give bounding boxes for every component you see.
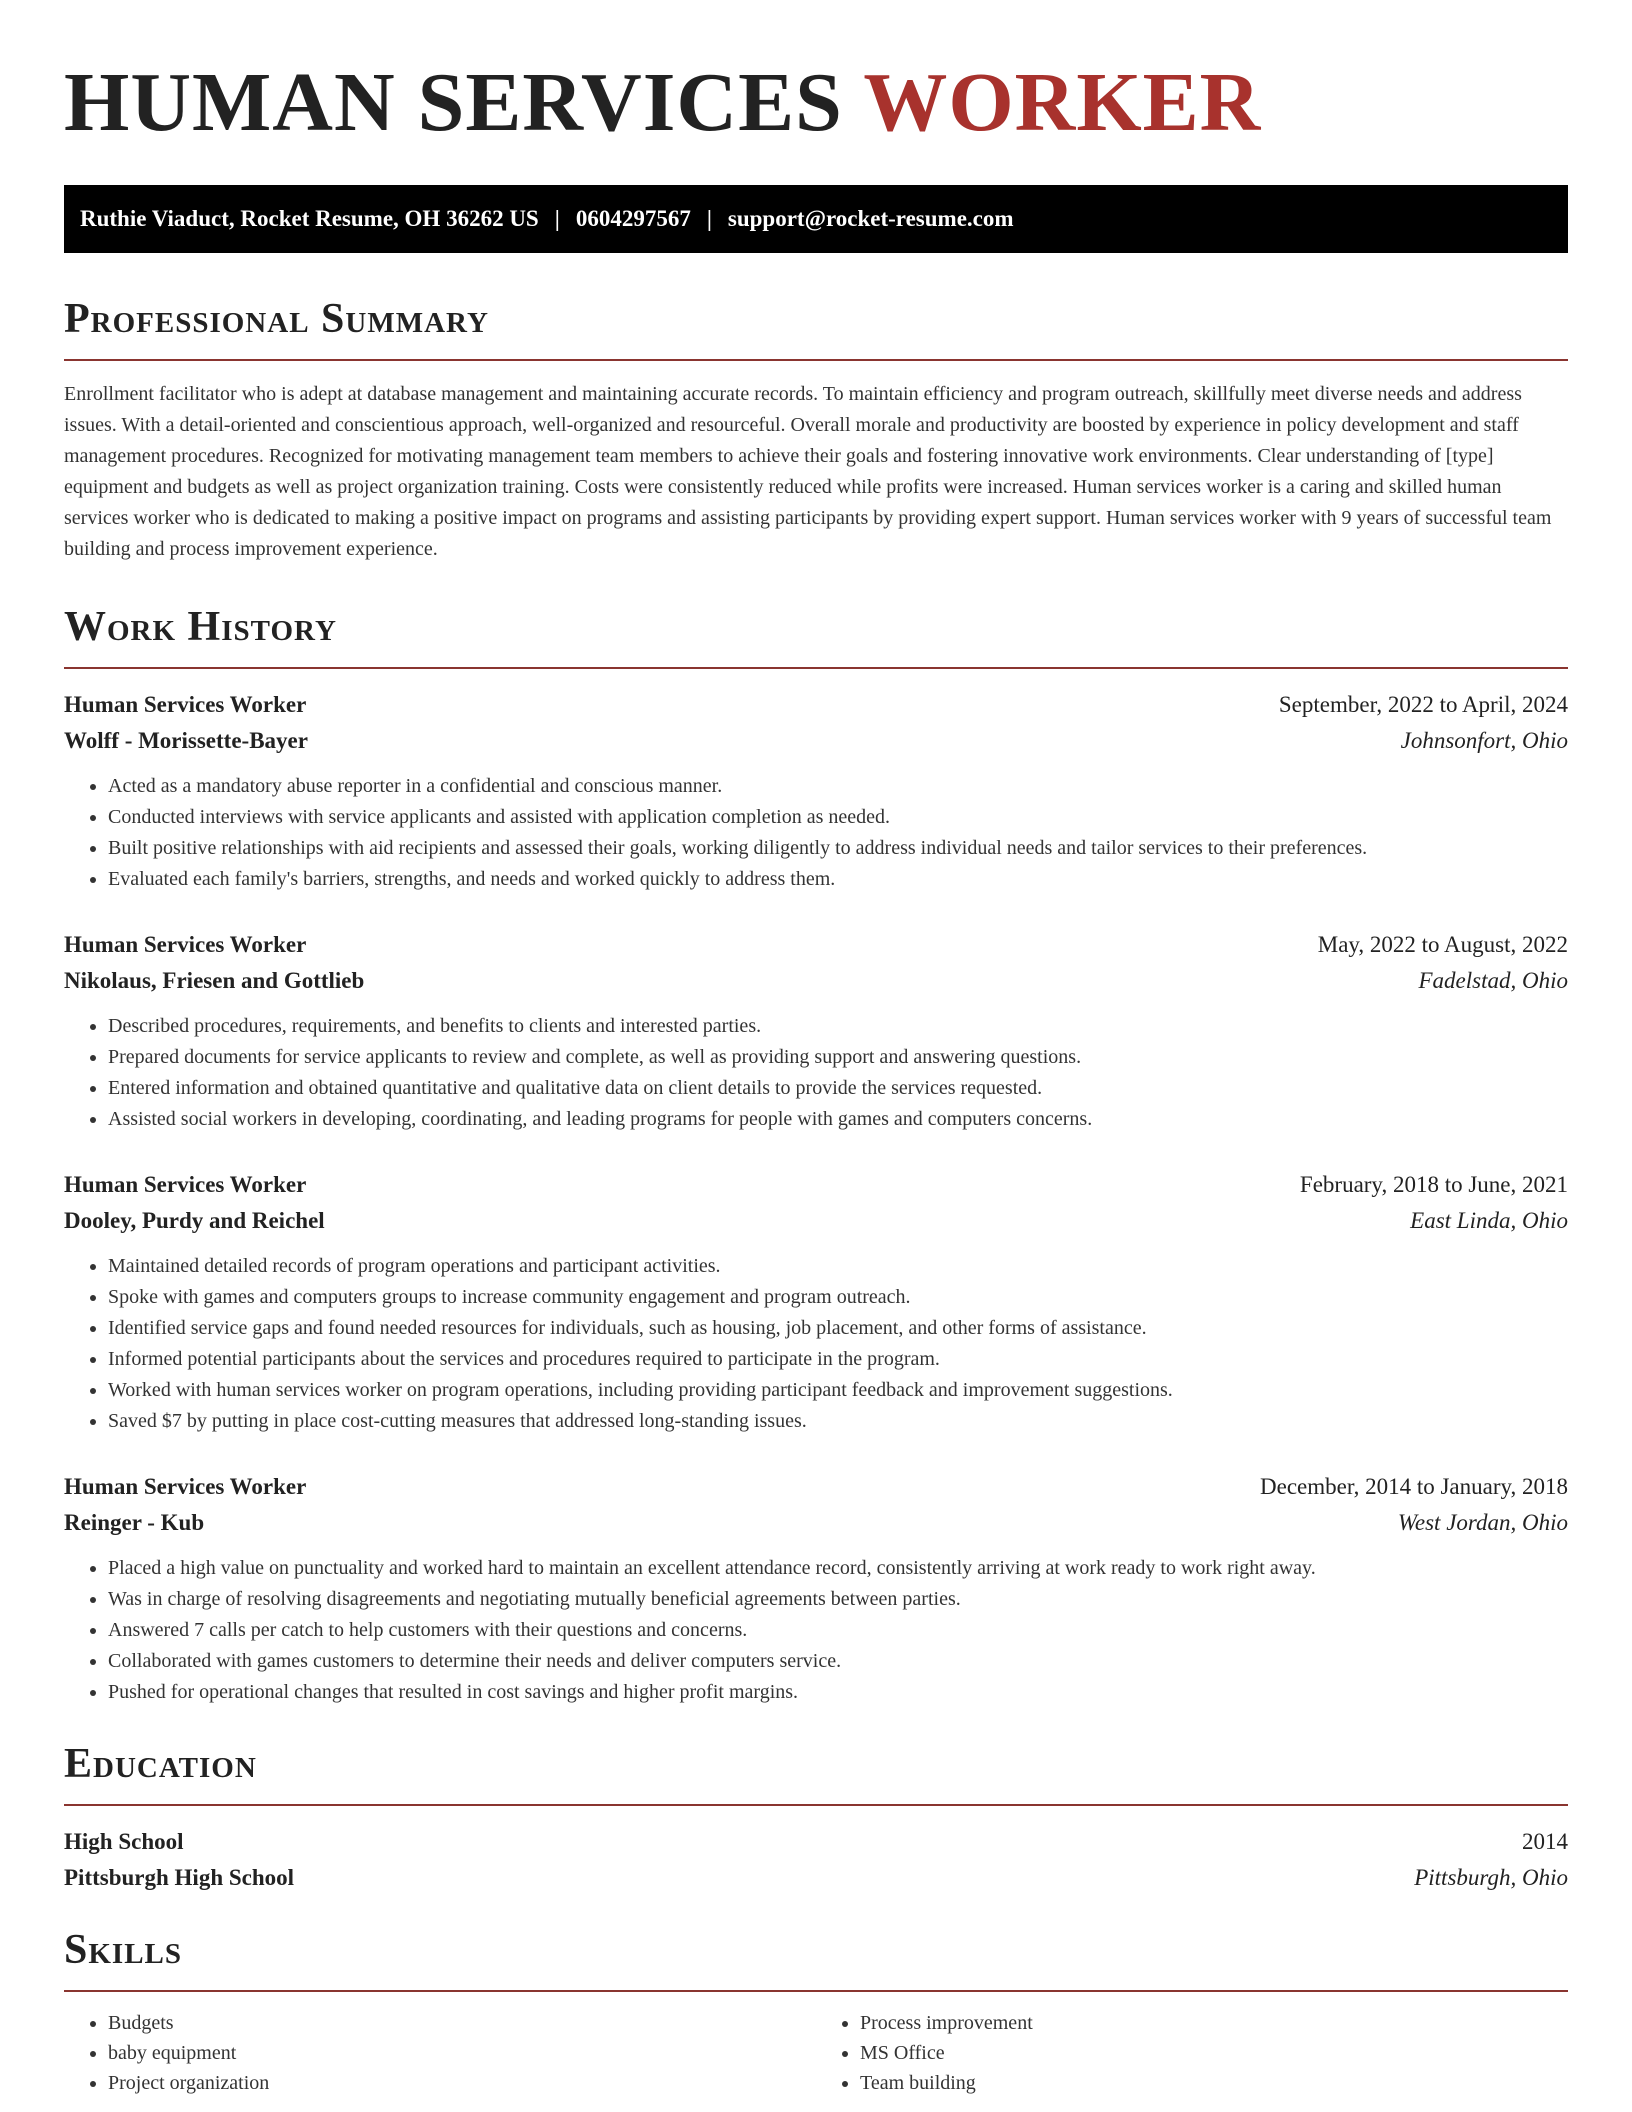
- job-entry: [64, 687, 1568, 895]
- job-entry: [64, 1167, 1568, 1437]
- job-location: Johnsonfort, Ohio: [1400, 728, 1568, 753]
- skill-item: • baby equipment: [108, 2038, 816, 2068]
- skill-item: • MS Office: [860, 2038, 1568, 2068]
- skill-item: • Team building: [860, 2068, 1568, 2098]
- education-degree: High School: [64, 1829, 184, 1854]
- education-entry: [64, 1824, 1568, 1896]
- job-company: Nikolaus, Friesen and Gottlieb: [64, 968, 365, 993]
- job-bullet: • Collaborated with games customers to determine their needs and deliver computers service.: [108, 1646, 1568, 1677]
- job-bullet: • Was in charge of resolving disagreements and negotiating mutually beneficial agreements between parties.: [108, 1584, 1568, 1615]
- job-location: East Linda, Ohio: [1410, 1208, 1568, 1233]
- contact-phone: 0604297567: [575, 206, 691, 231]
- job-company: Dooley, Purdy and Reichel: [64, 1208, 325, 1233]
- job-bullet: • Maintained detailed records of program operations and participant activities.: [108, 1251, 1568, 1282]
- skill-item: • Process improvement: [860, 2008, 1568, 2038]
- job-bullet: • Informed potential participants about the services and procedures required to participate in the program.: [108, 1344, 1568, 1375]
- job-bullet: • Worked with human services worker on program operations, including providing participant feedback and improvement suggestions.: [108, 1375, 1568, 1406]
- section-divider: [64, 667, 1568, 669]
- job-bullets: [64, 1553, 1568, 1708]
- job-bullet: • Described procedures, requirements, and benefits to clients and interested parties.: [108, 1011, 1568, 1042]
- education-location: Pittsburgh, Ohio: [1414, 1865, 1568, 1890]
- contact-separator: |: [706, 206, 712, 231]
- job-dates: May, 2022 to August, 2022: [1317, 932, 1568, 957]
- job-bullet: • Spoke with games and computers groups to increase community engagement and program outreach.: [108, 1282, 1568, 1313]
- job-title: Human Services Worker: [64, 1172, 307, 1197]
- job-bullet: • Identified service gaps and found needed resources for individuals, such as housing, job placement, and other forms of assistance.: [108, 1313, 1568, 1344]
- education-school: Pittsburgh High School: [64, 1865, 295, 1890]
- job-dates: December, 2014 to January, 2018: [1260, 1474, 1568, 1499]
- section-divider: [64, 1990, 1568, 1992]
- job-bullet: • Built positive relationships with aid recipients and assessed their goals, working diligently to address individual needs and tailor services to their preferences.: [108, 833, 1568, 864]
- job-bullet: • Entered information and obtained quantitative and qualitative data on client details to provide the services requested.: [108, 1073, 1568, 1104]
- job-entry: [64, 927, 1568, 1135]
- job-entry: [64, 1469, 1568, 1708]
- section-divider: [64, 1804, 1568, 1806]
- job-dates: September, 2022 to April, 2024: [1278, 692, 1568, 717]
- section-title-summary: Professional Summary: [64, 296, 489, 342]
- job-location: Fadelstad, Ohio: [1418, 968, 1568, 993]
- job-title: Human Services Worker: [64, 692, 307, 717]
- job-title: Human Services Worker: [64, 1474, 307, 1499]
- section-title-skills: Skills: [64, 1927, 183, 1973]
- job-bullet: • Placed a high value on punctuality and worked hard to maintain an excellent attendance record, consistently arriving at work ready to work right away.: [108, 1553, 1568, 1584]
- job-bullet: • Conducted interviews with service applicants and assisted with application completion as needed.: [108, 802, 1568, 833]
- job-bullets: [64, 1011, 1568, 1135]
- job-bullet: • Answered 7 calls per catch to help customers with their questions and concerns.: [108, 1615, 1568, 1646]
- job-location: West Jordan, Ohio: [1397, 1510, 1568, 1535]
- contact-email: support@rocket-resume.com: [727, 206, 1014, 231]
- job-dates: February, 2018 to June, 2021: [1299, 1172, 1568, 1197]
- job-bullet: • Evaluated each family's barriers, strengths, and needs and worked quickly to address them.: [108, 864, 1568, 895]
- job-company: Reinger - Kub: [64, 1510, 205, 1535]
- job-bullet: • Assisted social workers in developing, coordinating, and leading programs for people with games and computers concerns.: [108, 1104, 1568, 1135]
- section-divider: [64, 359, 1568, 361]
- contact-separator: |: [554, 206, 560, 231]
- summary-text: Enrollment facilitator who is adept at database management and maintaining accurate records. To maintain efficiency and program outreach, skillfully meet diverse needs and address issues. With a detail-oriented and conscientious approach, well-organized and resourceful. Overall morale and productivity are boosted by experience in policy development and staff management procedures. Recognized for motivating management team members to achieve their goals and fostering innovative work environments. Clear understanding of [type] equipment and budgets as well as project organization training. Costs were consistently reduced while profits were increased. Human services worker is a caring and skilled human services worker who is dedicated to making a positive impact on programs and assisting participants by providing expert support. Human services worker with 9 years of successful team building and process improvement experience.: [64, 383, 1552, 560]
- job-company: Wolff - Morissette-Bayer: [64, 728, 308, 753]
- skills-section: [64, 1922, 1568, 2098]
- section-title-education: Education: [64, 1741, 257, 1787]
- job-bullets: [64, 771, 1568, 895]
- education-section: [64, 1736, 1568, 1896]
- job-bullet: • Acted as a mandatory abuse reporter in a confidential and conscious manner.: [108, 771, 1568, 802]
- work-history-section: [64, 599, 1568, 1708]
- skills-column-right: [816, 2008, 1568, 2098]
- resume-title: [64, 0, 1568, 151]
- contact-bar: [64, 185, 1568, 253]
- skill-item: • Budgets: [108, 2008, 816, 2038]
- skill-item: • Project organization: [108, 2068, 816, 2098]
- job-bullet: • Pushed for operational changes that resulted in cost savings and higher profit margins.: [108, 1677, 1568, 1708]
- summary-section: [64, 291, 1568, 565]
- resume-title-main: HUMAN SERVICES: [64, 56, 843, 149]
- section-title-work-history: Work History: [64, 604, 337, 650]
- resume-title-accent: WORKER: [863, 56, 1262, 149]
- job-bullets: [64, 1251, 1568, 1437]
- education-year: 2014: [1522, 1829, 1568, 1854]
- job-bullet: • Saved $7 by putting in place cost-cutting measures that addressed long-standing issues.: [108, 1406, 1568, 1437]
- job-title: Human Services Worker: [64, 932, 307, 957]
- skills-column-left: [64, 2008, 816, 2098]
- job-bullet: • Prepared documents for service applicants to review and complete, as well as providing support and answering questions.: [108, 1042, 1568, 1073]
- skills-grid: [64, 2008, 1568, 2098]
- contact-address: Ruthie Viaduct, Rocket Resume, OH 36262 US: [80, 206, 539, 231]
